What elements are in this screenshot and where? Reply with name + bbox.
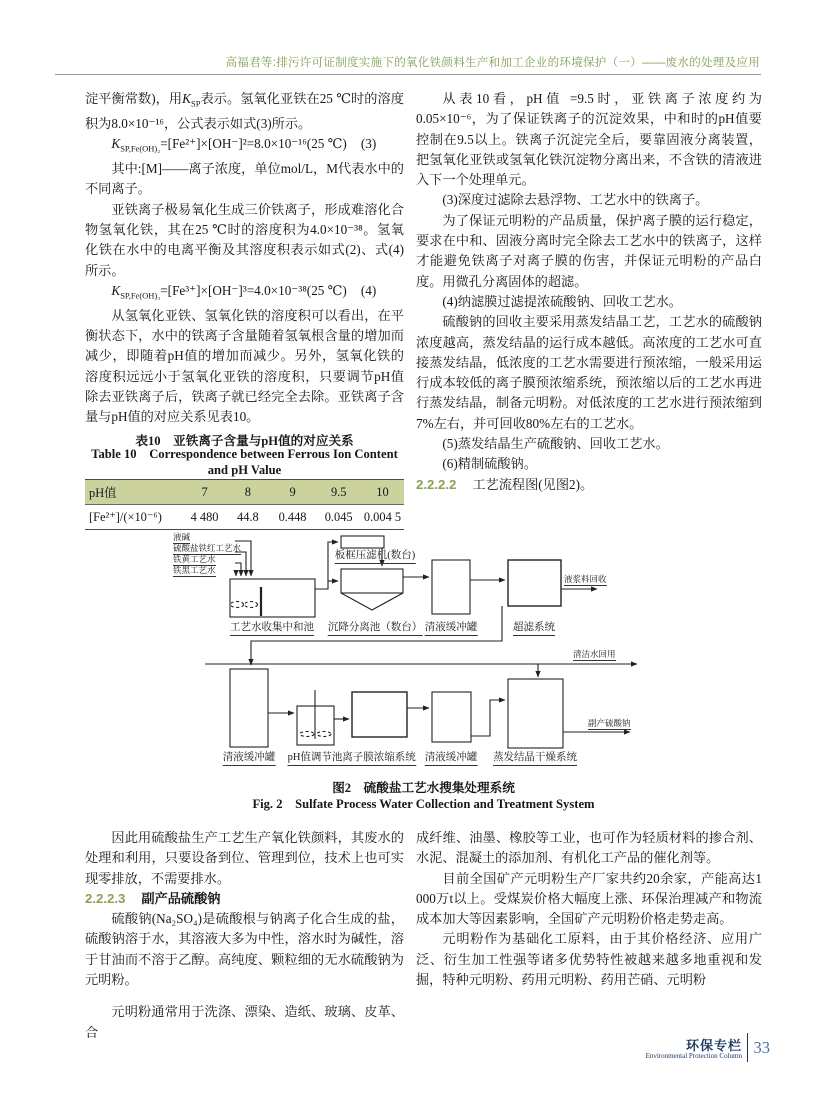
paragraph: (3)深度过滤除去悬浮物、工艺水中的铁离子。 <box>442 192 709 208</box>
table10-caption-en <box>85 446 404 478</box>
ph-stirrer-blade <box>317 732 331 737</box>
table10-header-cell: 8 <box>244 484 251 499</box>
uf-box <box>508 560 561 606</box>
output-label-byproduct: 副产硫酸钠 <box>588 718 631 728</box>
table10-caption-en-line1: Table 10 Correspondence between Ferrous Ion Content <box>91 447 398 461</box>
output-label-slurry: 液浆料回收 <box>564 574 607 584</box>
paragraph: 成纤维、油墨、橡胶等工业，也可作为轻质材料的掺合剂、水泥、混凝土的添加剂、有机化工产品的催化剂等。 <box>416 830 762 866</box>
press-box <box>341 536 384 548</box>
table10-cell: 0.448 <box>278 509 307 524</box>
node-label-ph: pH值调节池 <box>288 752 343 766</box>
node-label-buffer2: 清液缓冲罐 <box>223 752 276 766</box>
paragraph: 从氢氧化亚铁、氢氧化铁的溶度积可以看出，在平衡状态下，水中的铁离子含量随着氢氧根含量的增加而减少，即随着pH值的增加而减少。另外，氢氧化铁的溶度积远远小于氢氧化亚铁的溶度积，只要调节pH值除去亚铁离子后，铁离子就已经完全去除。亚铁离子含量与pH值的对应关系见表10。 <box>85 307 404 425</box>
table10-header-cell: 10 <box>376 484 389 499</box>
paragraph: (5)蒸发结晶生产硫酸钠、回收工艺水。 <box>442 436 669 452</box>
paragraph: 亚铁离子极易氧化生成三价铁离子，形成难溶化合物氢氧化铁，其在25 ℃时的溶度积为4.0×10⁻³⁸。氢氧化铁在水中的电离平衡及其溶度积表示如式(2)、式(4)所示。 <box>85 201 404 278</box>
input-line <box>235 573 236 576</box>
table10-cell: 4 480 <box>190 509 219 524</box>
figure2-flow-diagram <box>85 533 762 776</box>
table10-cell: [Fe²⁺]/(×10⁻⁶) <box>89 510 162 524</box>
output-label-clean-water: 清洁水回用 <box>573 649 616 659</box>
input-label-iron-yellow: 铁黄工艺水 <box>173 554 216 564</box>
buffer1-box <box>432 560 470 614</box>
paragraph: 淀平衡常数)，用$K_{SP}$表示。氢氧化亚铁在25 ℃时的溶度积为8.0×10⁻¹⁶，公式表示如式(3)所示。 <box>85 91 404 131</box>
node-label-buffer3: 清液缓冲罐 <box>425 752 478 766</box>
paragraph: 从表10看，pH值 =9.5时，亚铁离子浓度约为0.05×10⁻⁶，为了保证铁离子的沉淀效果，中和时的pH值要控制在9.5以上。铁离子沉淀完全后，要靠固液分离装置，把氢氧化亚铁或氢氧化铁沉淀物分离出来，不含铁的清液进入下一个处理单元。 <box>416 91 762 188</box>
pool-aerator-icon <box>245 602 258 608</box>
column-left-top <box>85 89 404 428</box>
ph-stirrer-blade <box>300 732 314 737</box>
input-label-liquid-alkali: 液碱 <box>173 532 191 542</box>
table10 <box>85 479 404 530</box>
table10-header-cell: 9.5 <box>330 484 347 499</box>
column-right-bottom <box>416 828 762 990</box>
node-label-press: 板框压滤机(数台) <box>335 550 416 564</box>
section-number: 2.2.2.3 <box>85 890 126 906</box>
figure2-caption-zh: 图2 硫酸盐工艺水搜集处理系统 <box>332 781 515 795</box>
paragraph: (6)精制硫酸钠。 <box>442 456 537 472</box>
running-head-title: 高福君等:排污许可证制度实施下的氧化铁颜料生产和加工企业的环境保护（一）——废水的处理及应用 <box>225 57 760 69</box>
evap-box <box>508 679 563 748</box>
node-label-evap: 蒸发结晶干燥系统 <box>493 752 577 766</box>
paragraph: 硫酸钠(Na₂SO₄)是硫酸根与钠离子化合生成的盐，硫酸钠溶于水，其溶液大多为中性，溶水时为碱性，溶于甘油而不溶于乙醇。高纯度、颗粒细的无水硫酸钠为元明粉。 <box>85 911 404 988</box>
paragraph: 为了保证元明粉的产品质量，保护离子膜的运行稳定，要求在中和、固液分离时完全除去工艺水中的铁离子，这样才能避免铁离子对离子膜的伤害，并保证元明粉的产品白度。用微孔分离固体的超滤。 <box>416 212 762 289</box>
paragraph: 元明粉通常用于洗涤、漂染、造纸、玻璃、皮革、合 <box>85 1004 404 1040</box>
footer-column-name-en: Environmental Protection Column <box>645 1052 742 1060</box>
section-number: 2.2.2.2 <box>416 476 457 492</box>
table10-caption-en-line2: and pH Value <box>207 463 282 477</box>
table10-header-cell: pH值 <box>89 486 117 500</box>
header-rule <box>55 74 761 75</box>
paragraph: 其中:[M]——离子浓度，单位mol/L，M代表水中的不同离子。 <box>85 161 404 197</box>
node-label-membrane: 离子膜浓缩系统 <box>342 752 416 766</box>
paragraph: 目前全国矿产元明粉生产厂家共约20余家，产能高达1 000万t以上。受煤炭价格大幅度上涨、环保治理减产和物流成本加大等因素影响，全国矿产元明粉价格走势走高。 <box>416 870 762 927</box>
input-label-iron-black: 铁黑工艺水 <box>173 565 216 575</box>
formula-3: $K_{SP,Fe(OH)_2}=[Fe^{2+}]\times[OH^-]^2=8.0\times 10^{-16}(25$ ℃) (3) <box>111 136 377 154</box>
settle-cone <box>341 593 403 610</box>
table10-cell: 0.004 5 <box>363 509 402 524</box>
table10-data-row <box>85 505 404 530</box>
section-heading-2223 <box>85 889 404 909</box>
section-title: 副产品硫酸钠 <box>141 890 221 906</box>
buffer3-to-evap-line <box>471 700 505 736</box>
section-heading-2222 <box>416 475 762 495</box>
paragraph: 元明粉作为基础化工原料，由于其价格经济、应用广泛、衍生加工性强等诸多优势特性被越来越多地重视和发掘，特种元明粉、药用元明粉、药用芒硝、元明粉 <box>416 931 762 988</box>
buffer3-box <box>432 692 471 742</box>
footer-page-number: 33 <box>753 1038 770 1057</box>
node-label-buffer1: 清液缓冲罐 <box>425 622 478 636</box>
footer-column-name-zh: 环保专栏 <box>685 1038 742 1053</box>
node-label-pool: 工艺水收集中和池 <box>230 622 314 636</box>
membrane-box <box>352 692 407 737</box>
table10-cell: 44.8 <box>237 509 259 524</box>
paragraph: 因此用硫酸盐生产工艺生产氧化铁颜料，其废水的处理和利用，只要设备到位、管理到位，技术上也可实现零排放，不需要排水。 <box>85 830 404 886</box>
figure2-caption-en: Fig. 2 Sulfate Process Water Collection and Treatment System <box>252 797 595 811</box>
node-label-settle: 沉降分离池（数台） <box>328 622 423 636</box>
pool-aerator-icon <box>231 602 244 608</box>
buffer2-box <box>230 669 268 747</box>
table10-cell: 0.045 <box>324 509 353 524</box>
footer-divider <box>747 1033 749 1062</box>
node-label-uf: 超滤系统 <box>513 622 555 636</box>
paragraph: (4)纳滤膜过滤提浓硫酸钠、回收工艺水。 <box>442 293 682 309</box>
column-left-bottom <box>85 828 404 1043</box>
paragraph: 硫酸钠的回收主要采用蒸发结晶工艺，工艺水的硫酸钠浓度越高，蒸发结晶的运行成本越低。高浓度的工艺水可直接蒸发结晶，低浓度的工艺水需要进行预浓缩，一般采用运行成本较低的离子膜预浓缩系统，预浓缩以后的工艺水再进行蒸发结晶，制备元明粉。对低浓度的工艺水进行预浓缩到7%左右，并可回收80%左右的工艺水。 <box>416 314 762 431</box>
table10-header-row <box>85 480 404 505</box>
input-label-sulfate-red: 硫酸盐铁红工艺水 <box>173 543 242 553</box>
pool-box <box>230 579 315 617</box>
section-title: 工艺流程图(见图2)。 <box>472 476 594 492</box>
formula-4: $K_{SP,Fe(OH)_3}=[Fe^{3+}]\times[OH^-]^3=4.0\times 10^{-38}(25$ ℃) (4) <box>111 282 377 301</box>
table10-header-cell: 9 <box>289 484 296 499</box>
settle-box <box>341 569 403 593</box>
column-right-top <box>416 89 762 495</box>
table10-caption-zh: 表10 亚铁离子含量与pH值的对应关系 <box>135 434 354 448</box>
table10-header-cell: 7 <box>201 484 208 499</box>
